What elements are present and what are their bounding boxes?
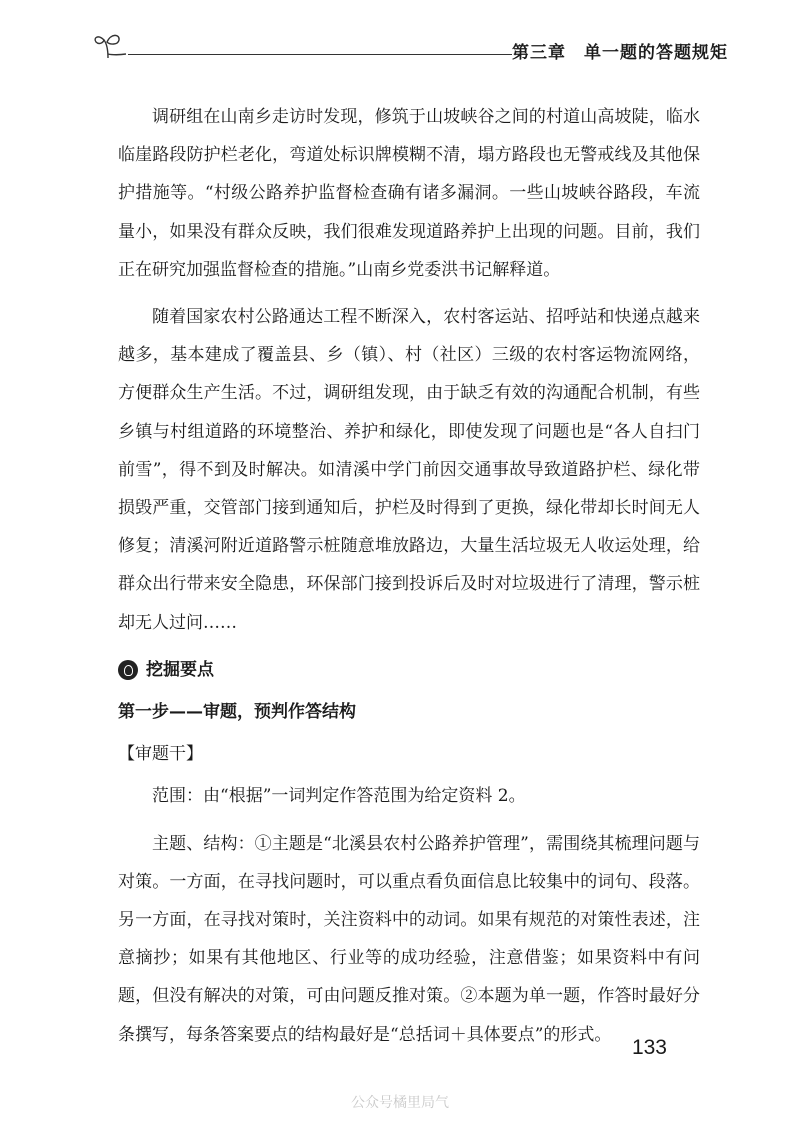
chapter-number: 第三章 bbox=[512, 43, 566, 63]
page-body bbox=[118, 98, 700, 1063]
header-rule bbox=[128, 54, 512, 55]
review-heading: 【审题干】 bbox=[118, 744, 203, 765]
watermark: 公众号橘里局气 bbox=[351, 1095, 449, 1111]
theme-paragraph: 主题、结构：①主题是“北溪县农村公路养护管理”，需围绕其梳理问题与对策。一方面，在寻找问题时，可以重点看负面信息比较集中的词句、段落。另一方面，在寻找对策时，关注资料中的动词。如果有规范的对策性表述，注意摘抄；如果有其他地区、行业等的成功经验，注意借鉴；如果资料中有问题，但没有解决的对策，可由问题反推对策。②本题为单一题，作答时最好分条撰写，每条答案要点的结构最好是“总括词＋具体要点”的形式。 bbox=[118, 833, 700, 1045]
paragraph-1: 调研组在山南乡走访时发现，修筑于山坡峡谷之间的村道山高坡陡，临水临崖路段防护栏老化，弯道处标识牌模糊不清，塌方路段也无警戒线及其他保护措施等。“村级公路养护监督检查确有诸多漏洞。一些山坡峡谷路段，车流量小，如果没有群众反映，我们很难发现道路养护上出现的问题。目前，我们正在研究加强监督检查的措施。”山南乡党委洪书记解释道。 bbox=[118, 107, 700, 280]
scope-paragraph: 范围：由“根据”一词判定作答范围为给定资料 2。 bbox=[152, 786, 526, 807]
sprout-icon bbox=[92, 30, 126, 60]
bulb-badge-icon bbox=[118, 660, 138, 680]
step-heading: 第一步——审题，预判作答结构 bbox=[118, 702, 356, 723]
running-head bbox=[512, 38, 746, 63]
section-title: 挖掘要点 bbox=[146, 659, 214, 680]
paragraph-2: 随着国家农村公路通达工程不断深入，农村客运站、招呼站和快递点越来越多，基本建成了覆盖县、乡（镇）、村（社区）三级的农村客运物流网络，方便群众生产生活。不过，调研组发现，由于缺乏有效的沟通配合机制，有些乡镇与村组道路的环境整治、养护和绿化，即使发现了问题也是“各人自扫门前雪”，得不到及时解决。如清溪中学门前因交通事故导致道路护栏、绿化带损毁严重，交管部门接到通知后，护栏及时得到了更换，绿化带却长时间无人修复；清溪河附近道路警示桩随意堆放路边，大量生活垃圾无人收运处理，给群众出行带来安全隐患，环保部门接到投诉后及时对垃圾进行了清理，警示桩却无人过问…… bbox=[118, 307, 700, 633]
page-header bbox=[92, 30, 728, 64]
page-number: 133 bbox=[631, 1036, 667, 1059]
section-heading bbox=[118, 651, 700, 689]
chapter-title: 单一题的答题规矩 bbox=[584, 43, 728, 63]
